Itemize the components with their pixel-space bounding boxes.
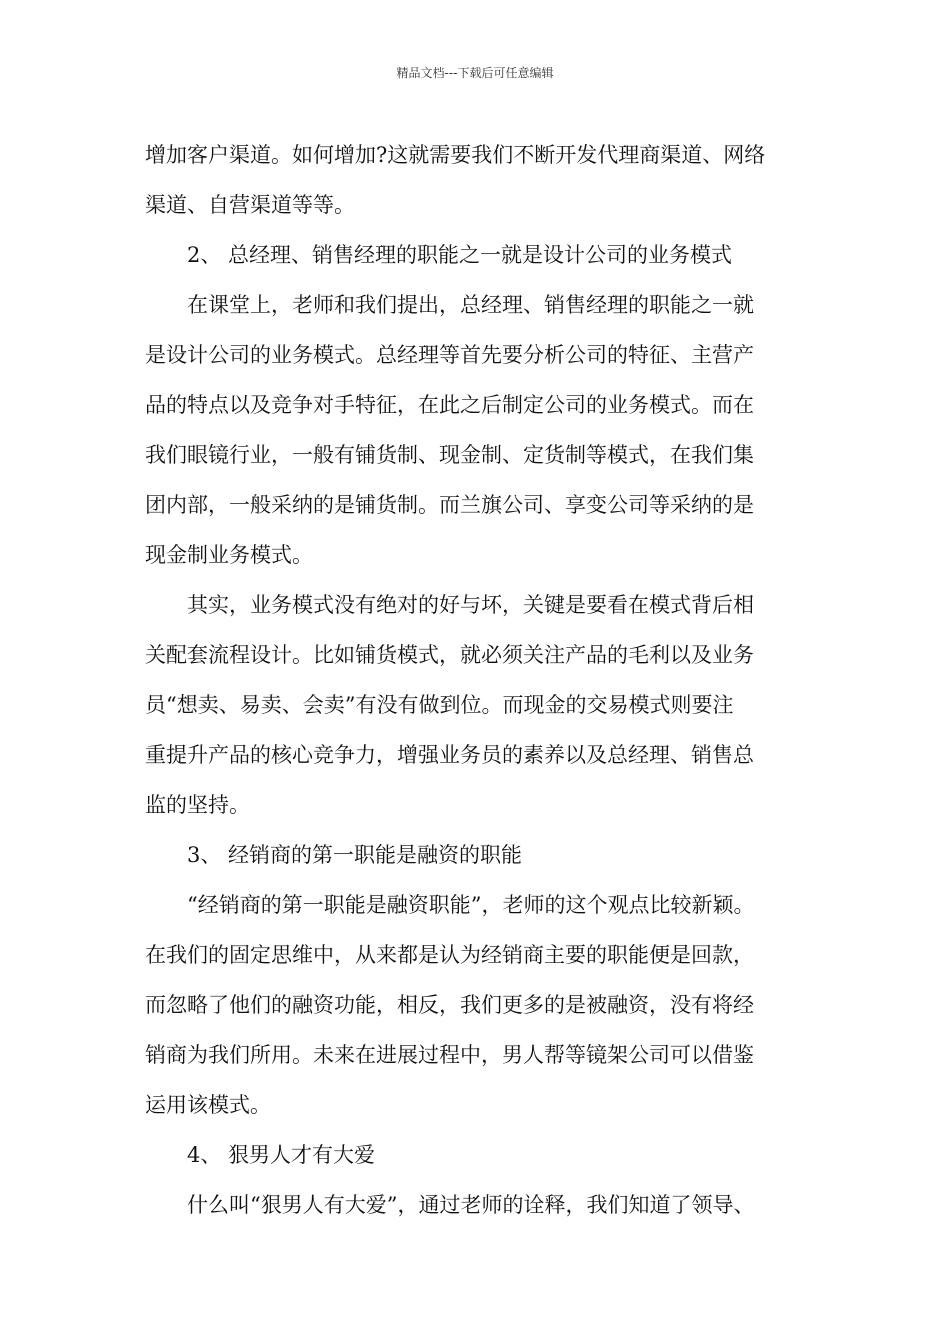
text-line: 而忽略了他们的融资功能，相反，我们更多的是被融资，没有将经	[145, 993, 754, 1017]
section-heading-2: 2、 总经理、销售经理的职能之一就是设计公司的业务模式	[187, 243, 733, 267]
document-body	[145, 130, 825, 1230]
text-line: 什么叫“狠男人有大爱”，通过老师的诠释，我们知道了领导、	[187, 1193, 755, 1217]
text-line: 运用该模式。	[145, 1093, 271, 1117]
page-header: 精品文档---下载后可任意编辑	[396, 66, 554, 80]
text-line: 渠道、自营渠道等等。	[145, 193, 355, 217]
text-line: 销商为我们所用。未来在进展过程中，男人帮等镜架公司可以借鉴	[145, 1043, 754, 1067]
section-heading-3: 3、 经销商的第一职能是融资的职能	[187, 843, 523, 867]
text-line: 关配套流程设计。比如铺货模式，就必须关注产品的毛利以及业务	[145, 643, 754, 667]
text-line: 品的特点以及竞争对手特征，在此之后制定公司的业务模式。而在	[145, 393, 754, 417]
text-line: “经销商的第一职能是融资职能”，老师的这个观点比较新颖。	[187, 893, 755, 917]
text-line: 现金制业务模式。	[145, 543, 313, 567]
text-line: 是设计公司的业务模式。总经理等首先要分析公司的特征、主营产	[145, 343, 754, 367]
text-line: 增加客户渠道。如何增加?这就需要我们不断开发代理商渠道、网络	[145, 143, 766, 167]
text-line: 我们眼镜行业，一般有铺货制、现金制、定货制等模式，在我们集	[145, 443, 754, 467]
text-line: 在课堂上，老师和我们提出，总经理、销售经理的职能之一就	[187, 293, 754, 317]
text-line: 团内部，一般采纳的是铺货制。而兰旗公司、享变公司等采纳的是	[145, 493, 754, 517]
text-line: 在我们的固定思维中，从来都是认为经销商主要的职能便是回款，	[145, 943, 754, 967]
text-line: 员“想卖、易卖、会卖”有没有做到位。而现金的交易模式则要注	[145, 693, 734, 717]
text-line: 其实，业务模式没有绝对的好与坏，关键是要看在模式背后相	[187, 593, 754, 617]
section-heading-4: 4、 狠男人才有大爱	[187, 1143, 376, 1167]
text-line: 重提升产品的核心竞争力，增强业务员的素养以及总经理、销售总	[145, 743, 754, 767]
text-line: 监的坚持。	[145, 793, 250, 817]
